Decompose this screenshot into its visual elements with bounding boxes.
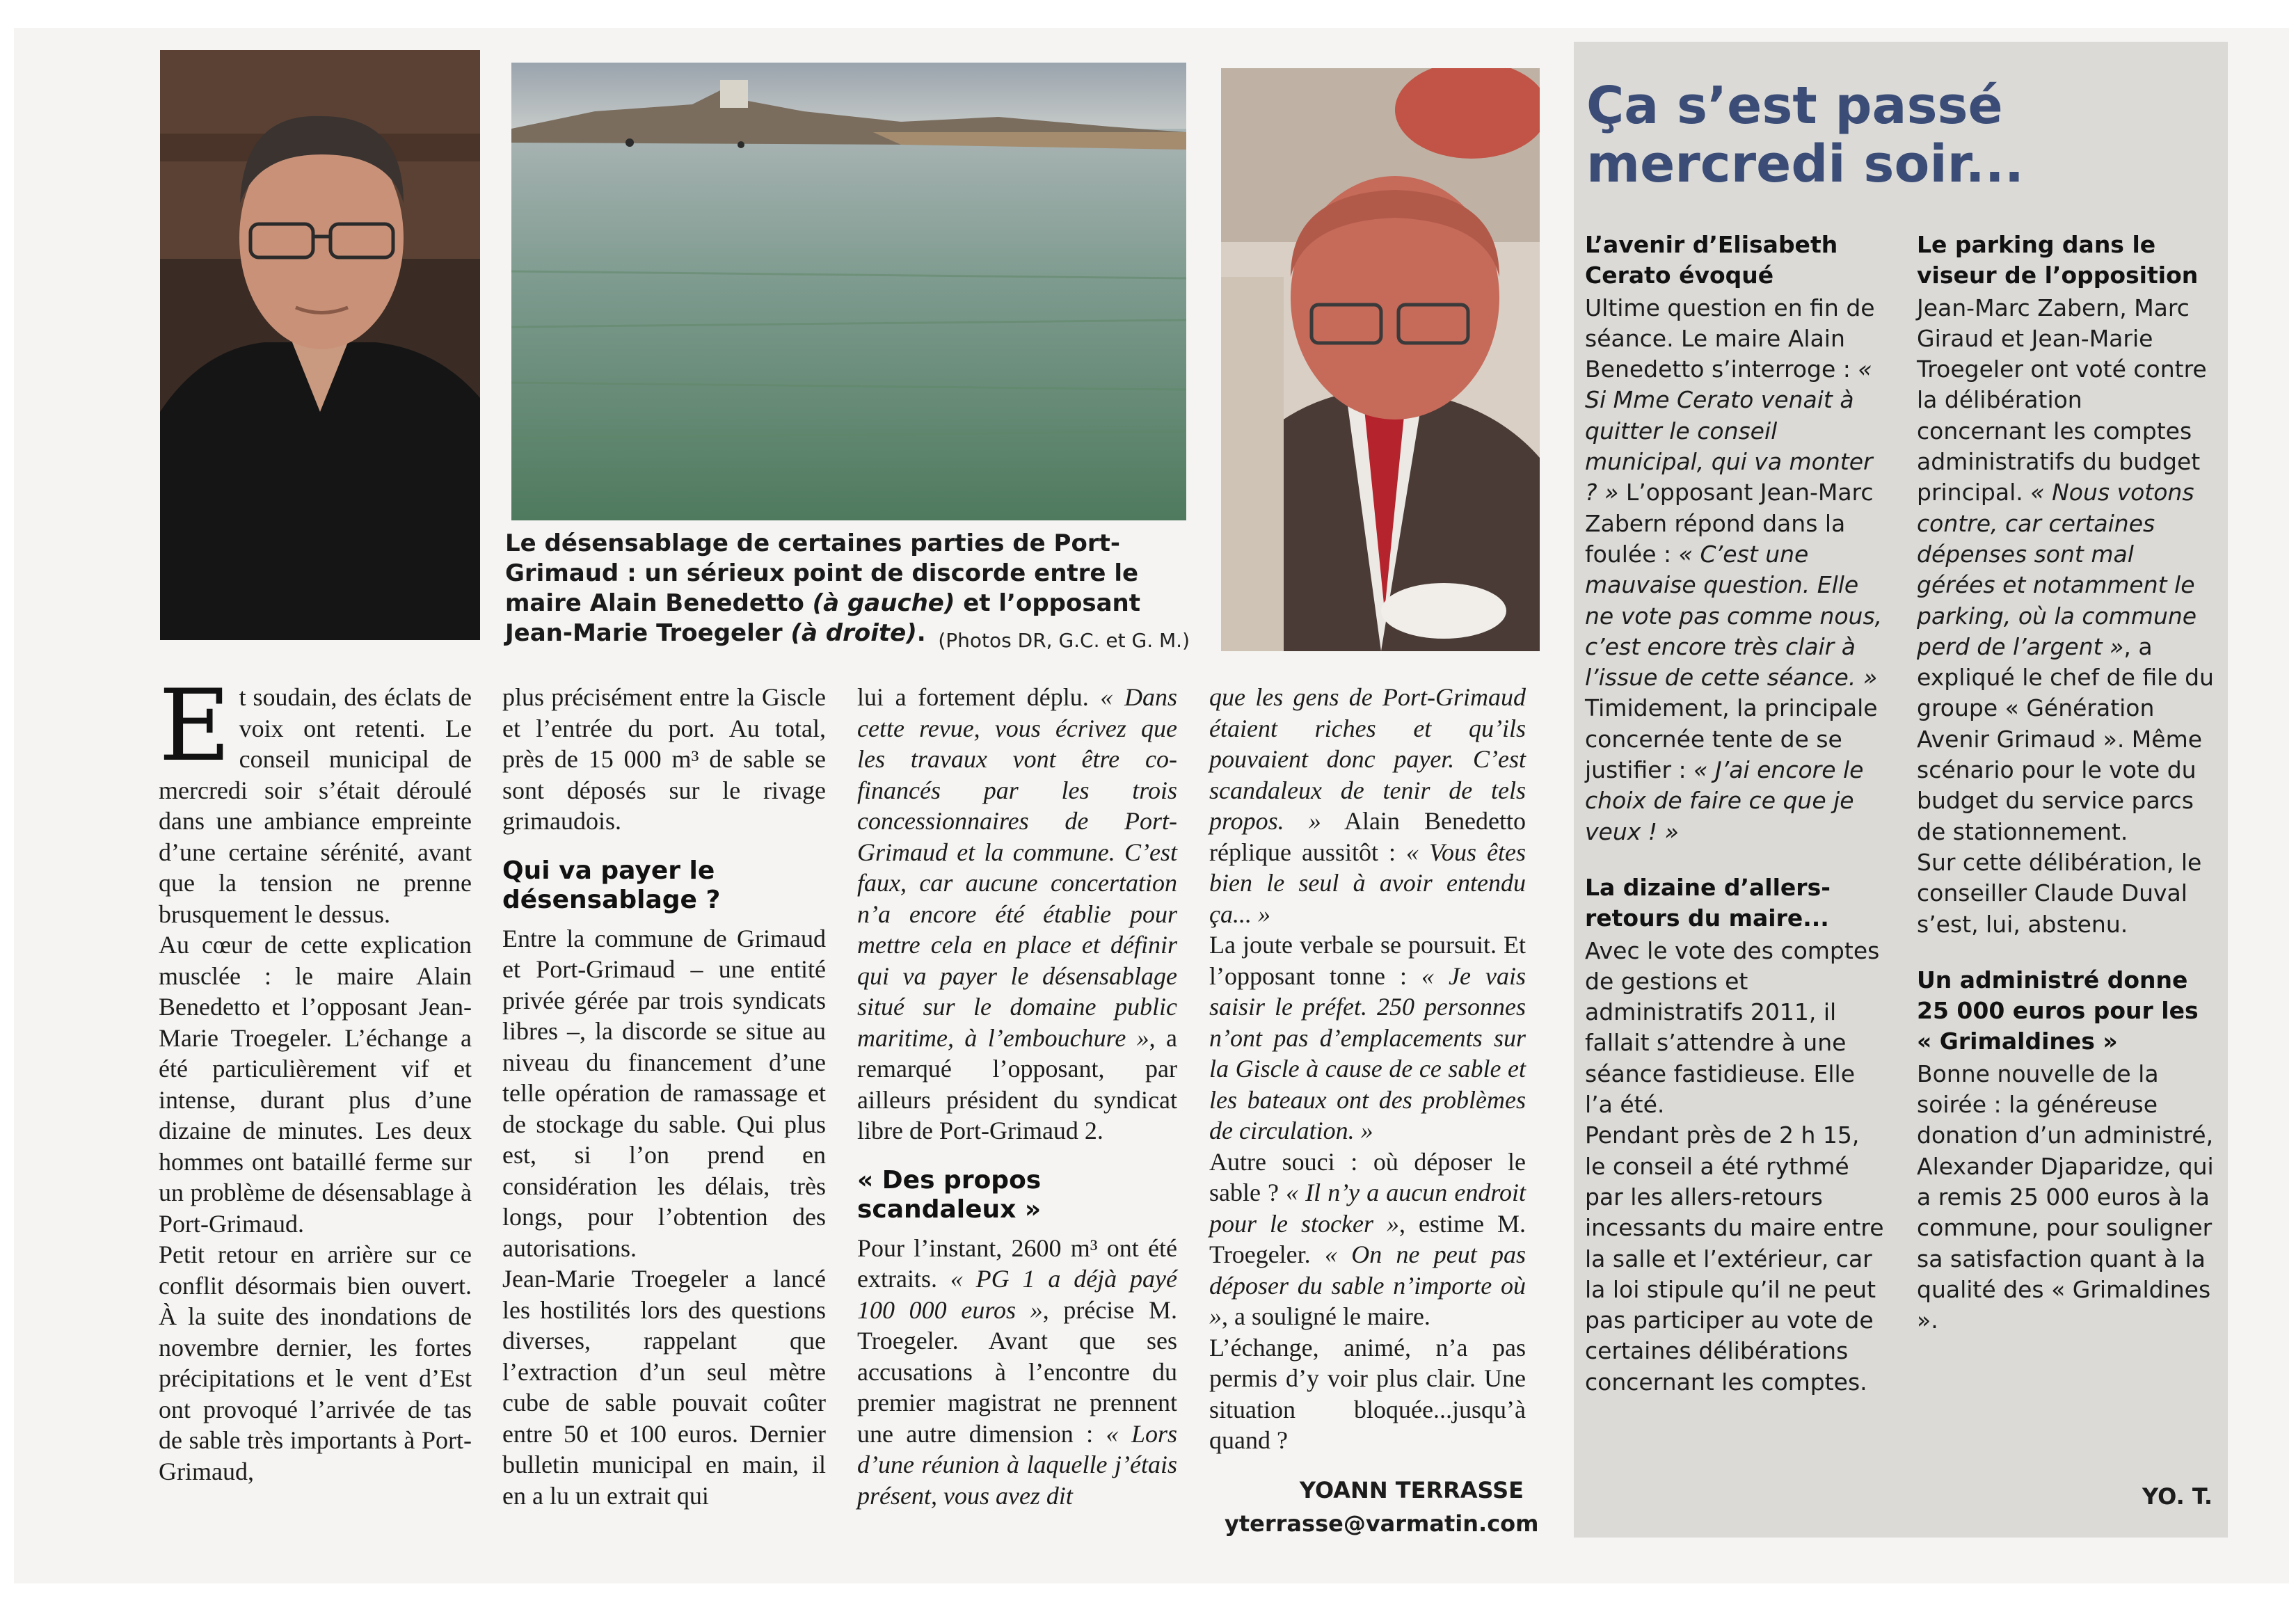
portrait-mayor-photo: [160, 50, 480, 640]
sidebar-paragraph: Jean-Marc Zabern, Marc Giraud et Jean-Marie Troegeler ont voté contre la délibération concernant les comptes administratifs du budget principal. « Nous votons contre, car certaines dépenses sont mal gérées et notamment le parking, où la commune perd de l’argent », a expliqué le chef de file du groupe « Génération Avenir Grimaud ». Même scénario pour le vote du budget du service parcs de stationnement.: [1917, 294, 2214, 845]
article-column-4: [1209, 682, 1526, 1468]
sidebar-subhead: Un administré donne 25 000 euros pour les « Grimaldines »: [1917, 966, 2199, 1055]
article-paragraph: Autre souci : où déposer le sable ? « Il n’y a aucun endroit pour le stocker », estime M. Troegeler. « On ne peut pas déposer du sable n’importe où », a souligné le maire.: [1209, 1147, 1526, 1330]
article-paragraph: que les gens de Port-Grimaud étaient riches et qu’ils pouvaient donc payer. C’est scandaleux de tenir de tels propos. » Alain Benedetto réplique aussitôt : « Vous êtes bien le seul à avoir entendu ça... »: [1209, 683, 1526, 928]
sidebar-column-right: [1917, 230, 2216, 1336]
sidebar-paragraph: Avec le vote des comptes de gestions et administratifs 2011, il fallait s’attendre à une séance fastidieuse. Elle l’a été.: [1585, 936, 1880, 1119]
article-paragraph: Petit retour en arrière sur ce conflit désormais bien ouvert. À la suite des inondations de novembre dernier, les fortes précipitations et le vent d’Est ont provoqué l’arrivée de tas de sable très importants à Port-Grimaud,: [159, 1240, 472, 1485]
article-column-2: [502, 682, 826, 1544]
drop-cap: E: [159, 669, 231, 783]
article-column-3: [857, 682, 1177, 1544]
portrait-opponent-photo: [1221, 68, 1540, 651]
article-column-1: [159, 669, 472, 1544]
article-paragraph: Au cœur de cette explication musclée : le maire Alain Benedetto et l’opposant Jean-Marie Troegeler. L’échange a été particulièrement vif et intense, durant plus d’une dizaine de minutes. Les deux hommes ont bataillé ferme sur un problème de désensablage à Port-Grimaud.: [159, 931, 472, 1238]
article-paragraph: plus précisément entre la Giscle et l’entrée du port. Au total, près de 15 000 m³ de sable se sont déposés sur le rivage grimaudois.: [502, 683, 826, 835]
article-paragraph: lui a fortement déplu. « Dans cette revue, vous écrivez que les travaux vont être co-financés par les trois concessionnaires de Port-Grimaud et la commune. C’est faux, car aucune concertation n’a encore été établie pour mettre cela en place et définir qui va payer le désensablage situé sur le domaine public maritime, à l’embouchure », a remarqué l’opposant, par ailleurs président du syndicat libre de Port-Grimaud 2.: [857, 683, 1177, 1144]
sidebar-paragraph: Sur cette délibération, le conseiller Claude Duval s’est, lui, abstenu.: [1917, 848, 2202, 938]
article-paragraph: Jean-Marie Troegeler a lancé les hostilités lors des questions diverses, rappelant que l’extraction d’un seul mètre cube de sable pouvait coûter entre 50 et 100 euros. Dernier bulletin municipal en main, il en a lu un extrait qui: [502, 1265, 826, 1510]
sidebar-paragraph: Bonne nouvelle de la soirée : la généreuse donation d’un administré, Alexander Djaparidze, qui a remis 25 000 euros à la commune, pour souligner sa satisfaction quant à la qualité des « Grimaldines ».: [1917, 1060, 2214, 1334]
article-subhead: « Des propos scandaleux »: [857, 1165, 1042, 1224]
article-paragraph: Entre la commune de Grimaud et Port-Grimaud – une entité privée gérée par trois syndicats libres –, la discorde se situe au niveau du financement d’une telle opération de ramassage et de stockage du sable. Qui plus est, si l’on prend en considération les délais, très longs, pour l’obtention des autorisations.: [502, 924, 826, 1262]
byline-name: YOANN TERRASSE: [1299, 1477, 1524, 1503]
photo-caption: Le désensablage de certaines parties de Port-Grimaud : un sérieux point de discorde entre le maire Alain Benedetto (à gauche) et l’opposant Jean-Marie Troegeler (à droite).: [505, 529, 1140, 647]
article-paragraph: La joute verbale se poursuit. Et l’opposant tonne : « Je vais saisir le préfet. 250 personnes n’ont pas d’emplacements sur la Giscle à cause de ce sable et les bateaux ont des problèmes de circulation. »: [1209, 931, 1526, 1144]
article-paragraph: Pour l’instant, 2600 m³ ont été extraits. « PG 1 a déjà payé 100 000 euros », précise M. Troegeler. Avant que ses accusations à l’encontre du premier magistrat ne prennent une autre dimension : « Lors d’une réunion à laquelle j’étais présent, vous avez dit: [857, 1233, 1177, 1510]
article-subhead: Qui va payer le désensablage ?: [502, 856, 721, 914]
sidebar-subhead: Le parking dans le viseur de l’opposition: [1917, 231, 2199, 289]
article-lead-paragraph: Et soudain, des éclats de voix ont retenti. Le conseil municipal de mercredi soir s’était déroulé dans une ambiance empreinte d’une certaine sérénité, avant que la tension ne prenne brusquement le dessus.: [159, 669, 472, 928]
sidebar-paragraph: Pendant près de 2 h 15, le conseil a été rythmé par les allers-retours incessants du maire entre la salle et l’extérieur, car la loi stipule qu’il ne peut pas participer au vote de certaines délibérations concernant les comptes.: [1585, 1121, 1884, 1396]
sidebar-paragraph: Ultime question en fin de séance. Le maire Alain Benedetto s’interroge : « Si Mme Cerato venait à quitter le conseil municipal, qui va monter ? » L’opposant Jean-Marc Zabern répond dans la foulée : « C’est une mauvaise question. Elle ne vote pas comme nous, c’est encore très clair à l’issue de cette séance. »: [1585, 294, 1883, 692]
sidebar-title: Ça s’est passé mercredi soir...: [1586, 76, 2024, 194]
sidebar-column-left: [1585, 230, 1884, 1398]
sidebar-subhead: L’avenir d’Elisabeth Cerato évoqué: [1585, 231, 1838, 289]
byline-email: yterrasse@varmatin.com: [1225, 1510, 1539, 1537]
harbour-photo: [511, 63, 1186, 520]
byline: [1225, 1474, 1539, 1540]
photo-credits: (Photos DR, G.C. et G. M.): [938, 629, 1190, 652]
sidebar-signoff: YO. T.: [2142, 1483, 2213, 1510]
sidebar-paragraph: Timidement, la principale concernée tente de se justifier : « J’ai encore le choix de faire ce que je veux ! »: [1585, 694, 1878, 845]
article-paragraph: L’échange, animé, n’a pas permis d’y voir plus clair. Une situation bloquée...jusqu’à quand ?: [1209, 1333, 1526, 1454]
sidebar-subhead: La dizaine d’allers-retours du maire...: [1585, 873, 1831, 932]
